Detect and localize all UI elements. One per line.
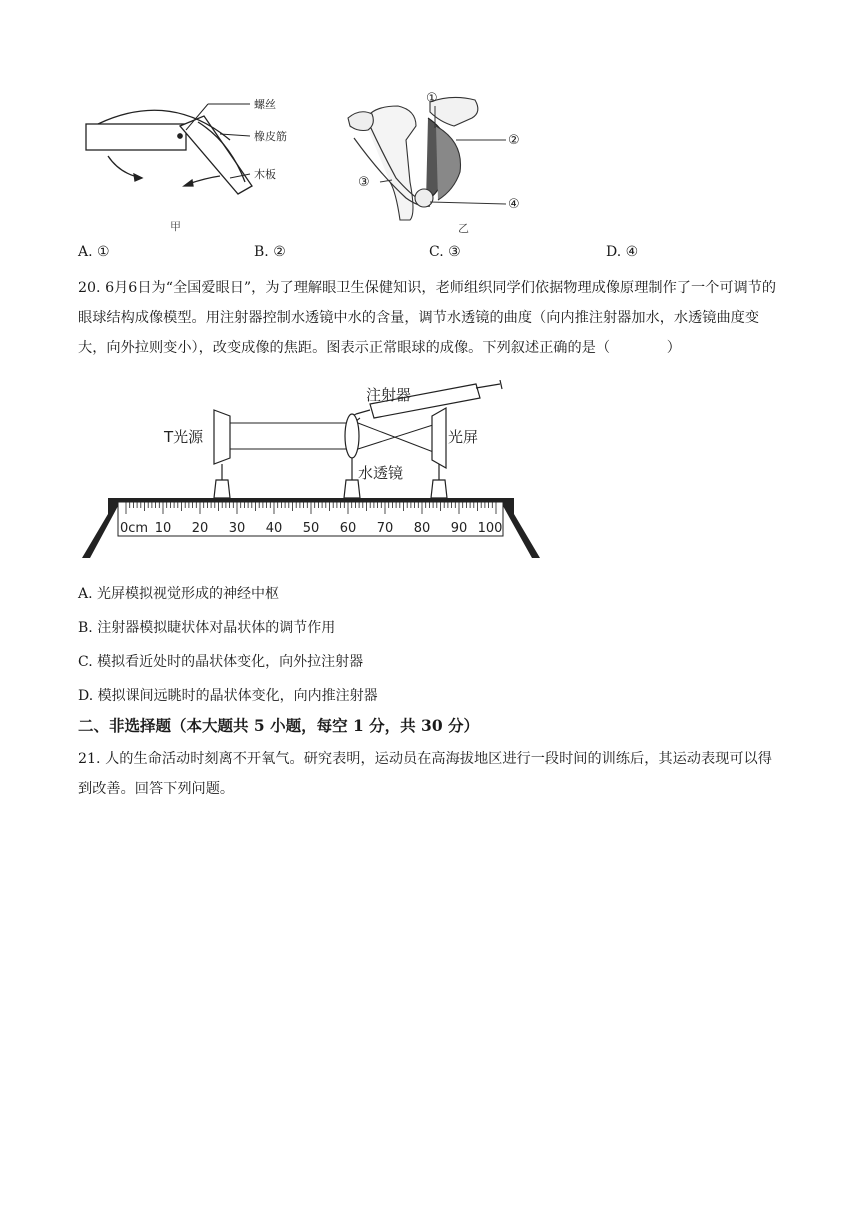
water-lens-body <box>345 414 359 458</box>
screw-dot <box>178 134 182 138</box>
figure-board-and-arm-svg <box>80 82 540 242</box>
bench-left-leg <box>82 498 118 558</box>
ruler-tick-label-30: 30 <box>228 521 246 536</box>
ruler-tick-label-100: 100 <box>477 521 503 536</box>
bench-top-rail <box>110 498 510 502</box>
q19-option-c[interactable]: C. ③ <box>429 244 461 260</box>
label-circle-2: ② <box>508 133 520 148</box>
syringe-handle <box>500 380 502 389</box>
arm-diagram <box>348 97 506 220</box>
figure-eye-model-svg <box>80 380 545 565</box>
ruler-tick-label-50: 50 <box>302 521 320 536</box>
light-source-base <box>214 480 230 498</box>
q20-option-b[interactable]: B. 注射器模拟睫状体对晶状体的调节作用 <box>78 620 336 636</box>
elbow-joint <box>415 189 433 207</box>
q21-stem: 21. 人的生命活动时刻离不开氧气。研究表明，运动员在高海拔地区进行一段时间的训练后，其运动表现可以得到改善。回答下列问题。 <box>78 751 772 797</box>
label-syringe: 注射器 <box>366 386 412 404</box>
q20-stem: 20. 6月6日为“全国爱眼日”，为了理解眼卫生保健知识，老师组织同学们依据物理成像原理制作了一个可调节的眼球结构成像模型。用注射器控制水透镜中水的含量，调节水透镜的曲度（向内推注射器加水，水透镜曲度变大，向外拉则变小），改变成像的焦距。图表示正常眼球的成像。下列叙述正确的是（ ） <box>78 280 777 356</box>
screen <box>431 408 447 498</box>
rotation-arrow-left <box>108 156 142 178</box>
figure-eye-model <box>80 380 545 565</box>
screen-base <box>431 480 447 498</box>
label-circle-4: ④ <box>508 197 520 212</box>
q20-option-c[interactable]: C. 模拟看近处时的晶状体变化，向外拉注射器 <box>78 654 364 670</box>
ruler-unit-label: 0cm <box>120 521 149 536</box>
triceps-muscle <box>436 126 461 200</box>
bench-right-leg <box>503 498 540 558</box>
leader-4 <box>430 202 506 204</box>
ruler-tick-label-10: 10 <box>154 521 172 536</box>
ruler-tick-label-60: 60 <box>339 521 357 536</box>
arrow-head-left <box>134 174 142 181</box>
label-circle-3: ③ <box>358 175 370 190</box>
ruler-tick-label-40: 40 <box>265 521 283 536</box>
q19-option-d[interactable]: D. ④ <box>606 244 639 260</box>
light-source <box>214 410 230 498</box>
q20-option-d[interactable]: D. 模拟课间远眺时的晶状体变化，向内推注射器 <box>78 688 378 704</box>
arrow-head-bottom <box>184 180 193 186</box>
label-screen: 光屏 <box>448 428 479 446</box>
board-model <box>86 104 252 194</box>
caption-jia: 甲 <box>170 220 181 233</box>
label-screw: 螺丝 <box>254 98 276 111</box>
syringe-tip <box>356 410 370 414</box>
ruler-tick-label-20: 20 <box>191 521 209 536</box>
label-water-lens: 水透镜 <box>358 464 404 482</box>
ruler-tick-label-90: 90 <box>450 521 468 536</box>
syringe-plunger <box>476 384 500 388</box>
light-paths <box>230 423 436 453</box>
water-lens <box>344 414 360 498</box>
light-source-plate <box>214 410 230 464</box>
ruler-tick-label-70: 70 <box>376 521 394 536</box>
upper-board <box>86 124 186 150</box>
q19-option-a[interactable]: A. ① <box>78 244 110 260</box>
q19-option-b[interactable]: B. ② <box>254 244 286 260</box>
water-lens-base <box>344 480 360 498</box>
fist <box>348 112 373 131</box>
q19-options <box>78 244 778 266</box>
ruler-tick-label-80: 80 <box>413 521 431 536</box>
label-light-source: T光源 <box>164 428 204 446</box>
screen-plate <box>432 408 446 468</box>
section-two-heading: 二、非选择题（本大题共 5 小题，每空 1 分，共 30 分） <box>78 716 480 735</box>
q20-option-a[interactable]: A. 光屏模拟视觉形成的神经中枢 <box>78 586 280 602</box>
label-rubber-band: 橡皮筋 <box>254 130 287 143</box>
label-circle-1: ① <box>426 91 438 106</box>
label-board: 木板 <box>254 168 276 181</box>
figure-board-and-arm <box>80 82 540 242</box>
caption-yi: 乙 <box>458 222 469 235</box>
